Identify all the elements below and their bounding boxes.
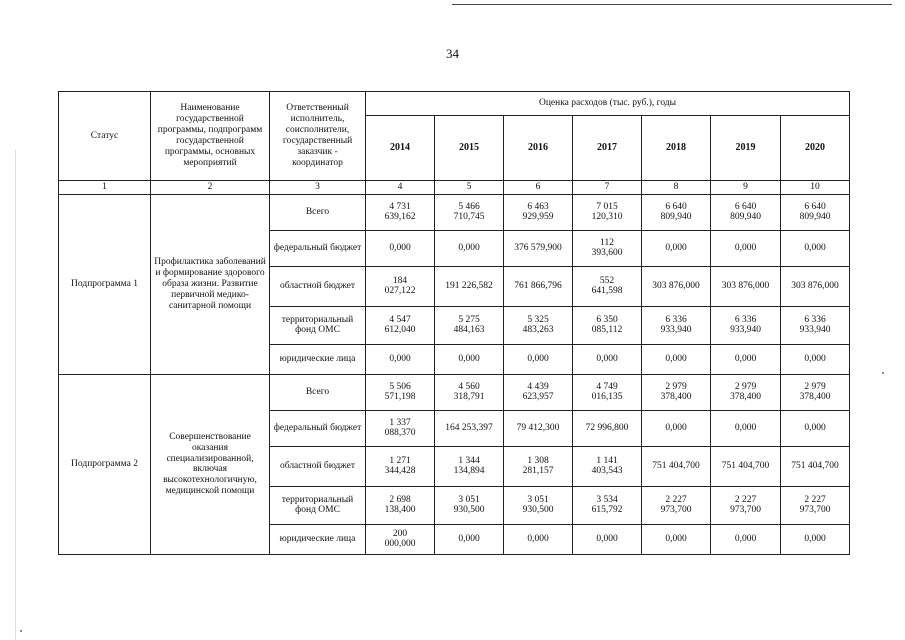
amount-cell-wrapper (573, 374, 642, 410)
amount-cell: 6 336 933,940 (730, 314, 761, 336)
funding-source: федеральный бюджет (270, 230, 366, 266)
amount-cell-wrapper (573, 344, 642, 374)
amount-cell: 0,000 (458, 533, 480, 544)
amount-cell: 2 979 378,400 (799, 381, 831, 403)
amount-cell: 0,000 (804, 533, 826, 544)
amount-cell-wrapper (366, 374, 435, 410)
amount-cell-wrapper (642, 524, 711, 554)
subprogram-name: Совершенствование оказания специализированной, включая высокотехнологичную, медицинской помощи (151, 374, 270, 554)
column-number: 10 (781, 181, 850, 195)
amount-cell-wrapper (504, 524, 573, 554)
year-header: 2015 (435, 116, 504, 181)
amount-cell-wrapper (642, 486, 711, 524)
amount-cell-wrapper (642, 374, 711, 410)
amount-cell-wrapper (642, 446, 711, 486)
amount-cell-wrapper (366, 524, 435, 554)
amount-cell-wrapper (573, 446, 642, 486)
header-program: Наименование государственной программы, подпрограмм государственной программы, основных мероприятий (151, 92, 270, 181)
amount-cell-wrapper (781, 410, 850, 446)
year-header: 2019 (711, 116, 781, 181)
amount-cell: 0,000 (389, 353, 411, 364)
amount-cell-wrapper (366, 230, 435, 266)
amount-cell-wrapper (366, 486, 435, 524)
amount-cell: 0,000 (665, 353, 687, 364)
amount-cell-wrapper (711, 230, 781, 266)
amount-cell-wrapper (504, 410, 573, 446)
funding-source: юридические лица (270, 344, 366, 374)
amount-cell: 0,000 (596, 533, 618, 544)
amount-cell-wrapper (573, 266, 642, 306)
amount-cell: 79 412,300 (516, 422, 560, 433)
amount-cell: 5 506 571,198 (384, 381, 416, 403)
amount-cell-wrapper (366, 266, 435, 306)
amount-cell: 4 439 623,957 (522, 381, 554, 403)
amount-cell: 112 393,600 (591, 237, 623, 259)
amount-cell: 303 876,000 (652, 280, 700, 291)
amount-cell: 376 579,900 (514, 242, 562, 253)
amount-cell-wrapper (504, 486, 573, 524)
amount-cell-wrapper (504, 344, 573, 374)
amount-cell-wrapper (642, 344, 711, 374)
amount-cell: 0,000 (665, 422, 687, 433)
amount-cell: 4 749 016,135 (591, 381, 623, 403)
amount-cell-wrapper (781, 344, 850, 374)
amount-cell-wrapper (711, 306, 781, 344)
amount-cell-wrapper (781, 374, 850, 410)
header-estimate: Оценка расходов (тыс. руб.), годы (366, 92, 850, 116)
amount-cell: 0,000 (804, 422, 826, 433)
amount-cell: 6 640 809,940 (730, 201, 761, 223)
year-header: 2014 (366, 116, 435, 181)
amount-cell: 72 996,800 (585, 422, 629, 433)
amount-cell: 6 640 809,940 (799, 201, 831, 223)
amount-cell: 1 337 088,370 (384, 417, 416, 439)
amount-cell: 0,000 (734, 533, 757, 544)
amount-cell: 0,000 (596, 353, 618, 364)
amount-cell: 0,000 (665, 242, 687, 253)
amount-cell-wrapper (642, 230, 711, 266)
funding-source: областной бюджет (270, 446, 366, 486)
amount-cell-wrapper (504, 306, 573, 344)
amount-cell: 0,000 (804, 353, 826, 364)
page-number: 34 (446, 46, 459, 61)
amount-cell: 6 336 933,940 (799, 314, 831, 336)
amount-cell-wrapper (504, 230, 573, 266)
amount-cell-wrapper (504, 194, 573, 230)
funding-source: территориальный фонд ОМС (270, 486, 366, 524)
table-row (59, 194, 850, 230)
amount-cell-wrapper (711, 410, 781, 446)
column-number: 2 (151, 181, 270, 195)
amount-cell: 1 308 281,157 (522, 455, 554, 477)
amount-cell: 0,000 (458, 353, 480, 364)
amount-cell: 751 404,700 (652, 460, 700, 471)
amount-cell-wrapper (435, 486, 504, 524)
amount-cell: 4 547 612,040 (384, 314, 416, 336)
amount-cell-wrapper (435, 524, 504, 554)
amount-cell: 2 698 138,400 (384, 494, 416, 516)
amount-cell-wrapper (642, 306, 711, 344)
column-number: 6 (504, 181, 573, 195)
amount-cell: 0,000 (734, 242, 757, 253)
amount-cell: 4 560 318,791 (453, 381, 485, 403)
amount-cell: 0,000 (734, 353, 757, 364)
column-number: 5 (435, 181, 504, 195)
amount-cell: 552 641,598 (591, 275, 623, 297)
funding-source: федеральный бюджет (270, 410, 366, 446)
amount-cell-wrapper (573, 194, 642, 230)
amount-cell-wrapper (781, 230, 850, 266)
amount-cell-wrapper (781, 306, 850, 344)
column-number: 7 (573, 181, 642, 195)
amount-cell: 0,000 (804, 242, 826, 253)
amount-cell-wrapper (781, 194, 850, 230)
amount-cell: 2 227 973,700 (730, 494, 761, 516)
amount-cell: 0,000 (527, 353, 549, 364)
amount-cell: 6 640 809,940 (660, 201, 692, 223)
table-body (59, 194, 850, 554)
amount-cell-wrapper (711, 344, 781, 374)
amount-cell-wrapper (435, 410, 504, 446)
amount-cell: 5 325 483,263 (522, 314, 554, 336)
amount-cell-wrapper (435, 266, 504, 306)
amount-cell-wrapper (573, 306, 642, 344)
subprogram-name: Профилактика заболеваний и формирование здорового образа жизни. Развитие первичной медико-санитарной помощи (151, 194, 270, 374)
amount-cell-wrapper (366, 194, 435, 230)
amount-cell: 6 350 085,112 (591, 314, 623, 336)
amount-cell: 5 275 484,163 (453, 314, 485, 336)
amount-cell: 4 731 639,162 (384, 201, 416, 223)
column-number: 1 (59, 181, 151, 195)
funding-source: Всего (270, 194, 366, 230)
amount-cell-wrapper (504, 446, 573, 486)
column-number-row (59, 181, 850, 195)
amount-cell-wrapper (711, 266, 781, 306)
scan-speck (20, 630, 22, 632)
amount-cell: 0,000 (734, 422, 757, 433)
amount-cell-wrapper (435, 446, 504, 486)
amount-cell: 0,000 (458, 242, 480, 253)
amount-cell: 1 344 134,894 (453, 455, 485, 477)
amount-cell: 303 876,000 (791, 280, 839, 291)
amount-cell-wrapper (366, 306, 435, 344)
amount-cell-wrapper (435, 344, 504, 374)
amount-cell: 200 000,000 (384, 528, 416, 550)
year-header: 2016 (504, 116, 573, 181)
amount-cell: 6 463 929,959 (522, 201, 554, 223)
amount-cell-wrapper (366, 446, 435, 486)
amount-cell-wrapper (781, 486, 850, 524)
funding-source: юридические лица (270, 524, 366, 554)
subprogram-status: Подпрограмма 2 (59, 374, 151, 554)
header-row (59, 92, 850, 116)
amount-cell-wrapper (366, 410, 435, 446)
column-number: 4 (366, 181, 435, 195)
amount-cell: 3 534 615,792 (591, 494, 623, 516)
amount-cell: 164 253,397 (445, 422, 493, 433)
amount-cell: 3 051 930,500 (522, 494, 554, 516)
amount-cell: 0,000 (389, 242, 411, 253)
column-number: 3 (270, 181, 366, 195)
amount-cell-wrapper (435, 374, 504, 410)
table-row (59, 374, 850, 410)
amount-cell-wrapper (435, 306, 504, 344)
amount-cell: 184 027,122 (384, 275, 416, 297)
amount-cell-wrapper (504, 374, 573, 410)
amount-cell: 191 226,582 (445, 280, 493, 291)
amount-cell-wrapper (366, 344, 435, 374)
amount-cell-wrapper (781, 446, 850, 486)
amount-cell-wrapper (711, 524, 781, 554)
amount-cell-wrapper (711, 486, 781, 524)
amount-cell-wrapper (573, 230, 642, 266)
amount-cell: 2 979 378,400 (730, 381, 761, 403)
funding-source: территориальный фонд ОМС (270, 306, 366, 344)
amount-cell-wrapper (781, 524, 850, 554)
amount-cell: 2 979 378,400 (660, 381, 692, 403)
amount-cell-wrapper (711, 446, 781, 486)
amount-cell: 1 141 403,543 (591, 455, 623, 477)
amount-cell: 761 866,796 (514, 280, 562, 291)
amount-cell-wrapper (711, 194, 781, 230)
amount-cell-wrapper (642, 410, 711, 446)
amount-cell: 751 404,700 (791, 460, 839, 471)
year-header: 2018 (642, 116, 711, 181)
amount-cell-wrapper (573, 486, 642, 524)
amount-cell-wrapper (642, 266, 711, 306)
funding-source: Всего (270, 374, 366, 410)
top-rule (452, 4, 892, 5)
column-number: 8 (642, 181, 711, 195)
amount-cell: 1 271 344,428 (384, 455, 416, 477)
amount-cell-wrapper (642, 194, 711, 230)
funding-source: областной бюджет (270, 266, 366, 306)
year-header: 2017 (573, 116, 642, 181)
amount-cell: 3 051 930,500 (453, 494, 485, 516)
year-header: 2020 (781, 116, 850, 181)
amount-cell: 303 876,000 (721, 280, 770, 291)
column-number: 9 (711, 181, 781, 195)
amount-cell: 751 404,700 (721, 460, 770, 471)
amount-cell: 7 015 120,310 (591, 201, 623, 223)
amount-cell-wrapper (573, 410, 642, 446)
amount-cell: 0,000 (527, 533, 549, 544)
amount-cell-wrapper (504, 266, 573, 306)
amount-cell-wrapper (781, 266, 850, 306)
amount-cell-wrapper (711, 374, 781, 410)
amount-cell: 5 466 710,745 (453, 201, 485, 223)
budget-table (58, 91, 850, 555)
amount-cell-wrapper (435, 230, 504, 266)
scan-edge (15, 150, 16, 640)
amount-cell-wrapper (435, 194, 504, 230)
header-executor: Ответственный исполнитель, соисполнители, государственный заказчик - координатор (270, 92, 366, 181)
amount-cell: 2 227 973,700 (660, 494, 692, 516)
amount-cell: 6 336 933,940 (660, 314, 692, 336)
amount-cell: 0,000 (665, 533, 687, 544)
amount-cell: 2 227 973,700 (799, 494, 831, 516)
subprogram-status: Подпрограмма 1 (59, 194, 151, 374)
amount-cell-wrapper (573, 524, 642, 554)
header-status: Статус (59, 92, 151, 181)
scan-speck (882, 372, 884, 374)
